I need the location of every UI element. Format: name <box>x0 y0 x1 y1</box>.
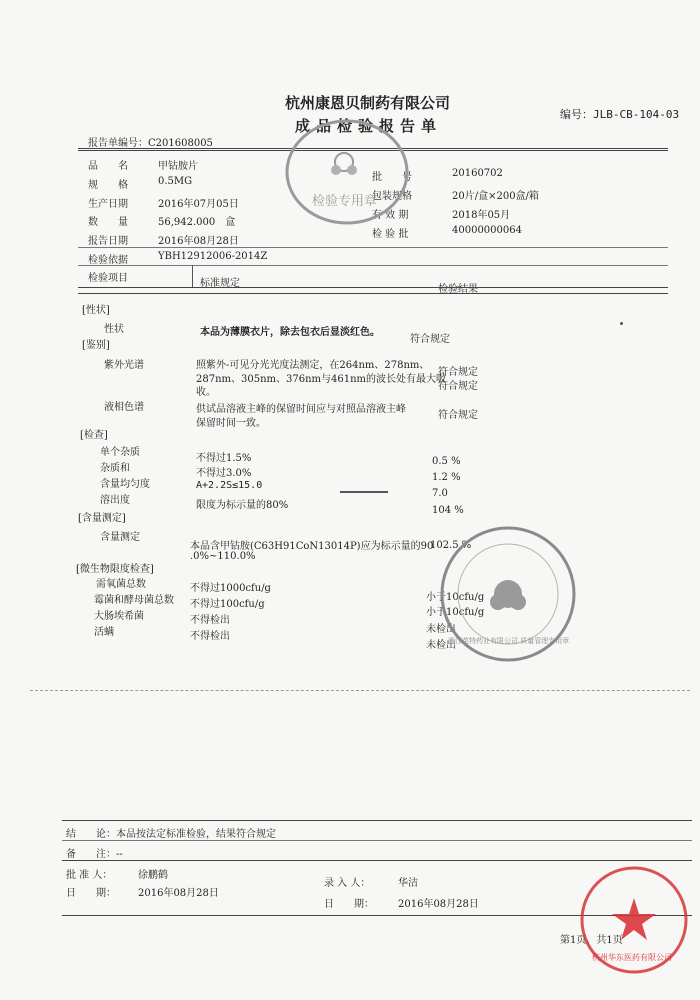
footer-top-rule <box>62 820 692 821</box>
pen-mark <box>340 491 388 493</box>
mite-result: 未检出 <box>426 640 456 651</box>
aerobic-item: 需氧菌总数 <box>96 579 146 590</box>
uniformity-item: 含量均匀度 <box>100 479 150 490</box>
table-head-rule-2 <box>78 293 668 294</box>
lc-standard-1: 供试品溶液主峰的保留时间应与对照品溶液主峰 <box>196 404 406 415</box>
trait-standard: 本品为薄膜衣片，除去包衣后显淡红色。 <box>200 327 380 338</box>
approver-value: 徐鹏鹤 <box>138 870 168 881</box>
dissolution-result: 104 % <box>432 505 464 516</box>
entry-label: 录 入 人： <box>324 878 371 889</box>
ecoli-result: 未检出 <box>426 624 456 635</box>
single-impurity-item: 单个杂质 <box>100 447 140 458</box>
conclusion: 结 论：本品按法定标准检验，结果符合规定 <box>66 829 276 840</box>
report-date-value: 2016年08月28日 <box>158 236 239 247</box>
assay-standard-2: .0%~110.0% <box>190 551 256 562</box>
uv-item: 紫外光谱 <box>104 360 144 371</box>
spec-label: 规 格 <box>88 180 128 191</box>
mold-result: 小于10cfu/g <box>426 607 485 618</box>
inspect-batch-value: 40000000064 <box>452 225 522 236</box>
rule-basis-top <box>78 247 668 248</box>
prod-date-label: 生产日期 <box>88 199 128 210</box>
lc-item: 液相色谱 <box>104 402 144 413</box>
qc-stamp-graphic <box>284 118 410 226</box>
uv-result-1: 符合规定 <box>438 367 478 378</box>
distributor-stamp-text: 浙江英特药业有限公司 质量管理专用章 <box>448 637 570 645</box>
lc-result: 符合规定 <box>438 410 478 421</box>
basis-label: 检验依据 <box>88 255 128 266</box>
assay-item: 含量测定 <box>100 532 140 543</box>
total-impurity-standard: 不得过3.0% <box>196 468 252 479</box>
report-title: 成品检验报告单 <box>295 117 443 135</box>
qty-label: 数 量 <box>88 217 128 228</box>
batch-label: 批 号 <box>372 172 412 183</box>
section-identify: [鉴别] <box>82 340 110 351</box>
uniformity-result: 7.0 <box>432 488 448 499</box>
col-result-header: 检验结果 <box>438 284 478 295</box>
entry-date-label: 日 期： <box>324 899 374 910</box>
batch-value: 20160702 <box>452 168 503 179</box>
report-number: 报告单编号：C201608005 <box>88 138 213 149</box>
ecoli-item: 大肠埃希菌 <box>94 611 144 622</box>
footer-rule-1 <box>62 840 692 841</box>
prod-date-value: 2016年07月05日 <box>158 199 239 210</box>
ink-dot <box>620 322 623 325</box>
pack-label: 包装规格 <box>372 191 412 202</box>
qc-stamp <box>284 118 410 226</box>
spec-value: 0.5MG <box>158 176 193 187</box>
section-micro: [微生物限度检查] <box>76 564 154 575</box>
single-impurity-standard: 不得过1.5% <box>196 453 252 464</box>
company-seal <box>578 864 690 976</box>
expiry-value: 2018年05月 <box>452 210 511 221</box>
qc-stamp-text: 检验专用章 <box>312 194 378 209</box>
report-date-label: 报告日期 <box>88 236 128 247</box>
product-label: 品 名 <box>88 161 128 172</box>
col-standard-header: 标准规定 <box>200 278 240 289</box>
approve-date-label: 日 期： <box>66 888 116 899</box>
uv-result-2: 符合规定 <box>438 381 478 392</box>
assay-result: 102.5 % <box>430 540 472 551</box>
footer-rule-2 <box>62 860 692 861</box>
mite-item: 活螨 <box>94 627 114 638</box>
table-head-rule <box>78 287 668 288</box>
mite-standard: 不得检出 <box>190 631 230 642</box>
trait-result: 符合规定 <box>410 334 450 345</box>
approve-date-value: 2016年08月28日 <box>138 888 219 899</box>
col-item-header: 检验项目 <box>88 273 128 284</box>
total-impurity-item: 杂质和 <box>100 463 130 474</box>
dissolution-standard: 限度为标示量的80% <box>196 500 289 511</box>
assay-standard-1: 本品含甲钴胺(C63H91CoN13014P)应为标示量的90 <box>190 541 434 552</box>
total-impurity-result: 1.2 % <box>432 472 461 483</box>
company-seal-text: 杭州华东医药有限公司 <box>592 953 672 962</box>
fold-line <box>30 690 690 691</box>
page-number: 第1页，共1页 <box>560 935 623 946</box>
mold-item: 霉菌和酵母菌总数 <box>94 595 174 606</box>
ecoli-standard: 不得检出 <box>190 615 230 626</box>
approver-label: 批 准 人： <box>66 870 113 881</box>
inspect-batch-label: 检 验 批 <box>372 229 409 240</box>
aerobic-standard: 不得过1000cfu/g <box>190 583 271 594</box>
section-content: [含量测定] <box>78 513 126 524</box>
section-check: [检查] <box>80 430 108 441</box>
rule-basis-bottom <box>78 265 668 266</box>
section-traits: [性状] <box>82 305 110 316</box>
entry-date-value: 2016年08月28日 <box>398 899 479 910</box>
trait-item: 性状 <box>104 324 124 335</box>
basis-value: YBH12912006-2014Z <box>158 251 268 262</box>
remark: 备 注：-- <box>66 849 123 860</box>
uv-standard-1: 照紫外-可见分光光度法测定，在264nm、278nm、 <box>196 360 430 371</box>
single-impurity-result: 0.5 % <box>432 456 461 467</box>
product-value: 甲钴胺片 <box>158 161 198 172</box>
expiry-label: 有 效 期 <box>372 210 409 221</box>
uv-standard-2: 287nm、305nm、376nm与461nm的波长处有最大吸 <box>196 374 447 385</box>
uniformity-standard: A+2.2S≤15.0 <box>196 480 263 491</box>
company-name: 杭州康恩贝制药有限公司 <box>285 94 451 112</box>
uv-standard-3: 收。 <box>196 387 216 398</box>
lc-standard-2: 保留时间一致。 <box>196 418 266 429</box>
qty-value: 56,942.000 盒 <box>158 217 236 228</box>
distributor-stamp <box>438 524 578 664</box>
aerobic-result: 小于10cfu/g <box>426 592 485 603</box>
dissolution-item: 溶出度 <box>100 495 130 506</box>
mold-standard: 不得过100cfu/g <box>190 599 265 610</box>
pack-value: 20片/盒×200盒/箱 <box>452 191 539 202</box>
col-divider <box>192 265 193 287</box>
doc-code: 编号：JLB-CB-104-03 <box>560 108 680 121</box>
entry-value: 华洁 <box>398 878 418 889</box>
